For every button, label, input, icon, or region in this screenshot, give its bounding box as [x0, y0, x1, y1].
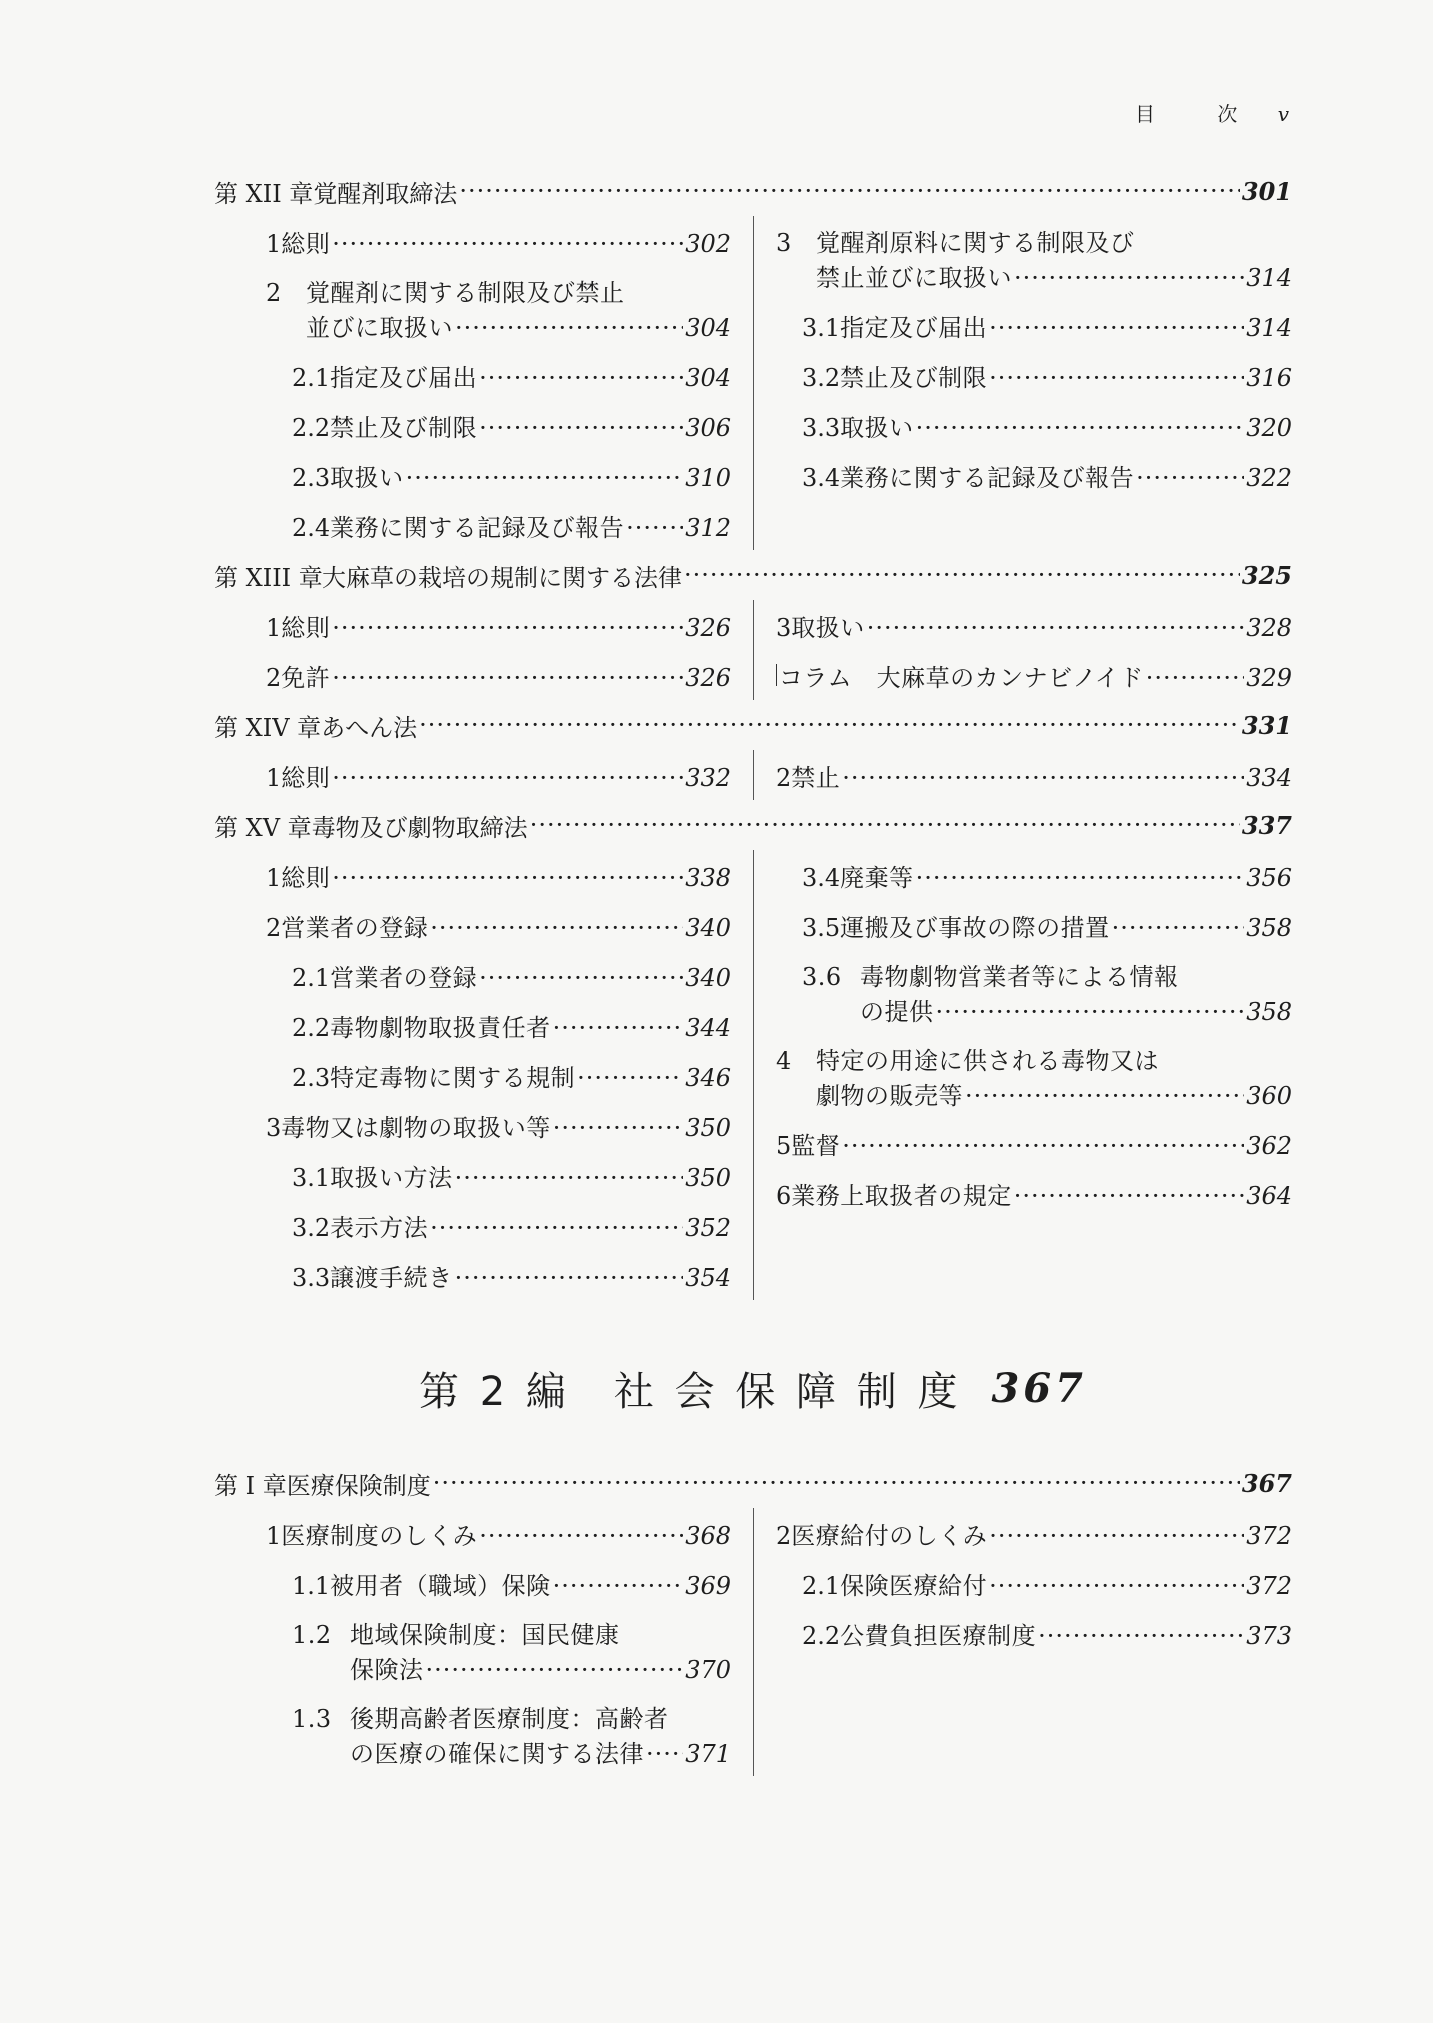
running-head	[1135, 98, 1291, 127]
toc-entry[interactable]	[266, 850, 731, 900]
entry-line	[802, 308, 1292, 343]
chapter-number: 第 XII 章	[214, 179, 314, 208]
entry-title-line-2: 並びに取扱い	[306, 314, 453, 342]
toc-entry[interactable]	[266, 1558, 731, 1608]
toc-part-2	[214, 1458, 1292, 1776]
entry-title: 被用者（職域）保険	[330, 1571, 551, 1600]
entry-title: 指定及び届出	[330, 363, 478, 392]
entry-number: 3.2	[802, 363, 841, 392]
part-title: 第 2 編 社 会 保 障 制 度	[419, 1368, 962, 1415]
entry-title: 営業者の登録	[330, 963, 478, 992]
entry-title: 取扱い	[791, 613, 865, 642]
entry-number: 1.3	[292, 1705, 332, 1733]
toc-entry[interactable]	[776, 1118, 1292, 1168]
entry-page: 304	[685, 314, 731, 342]
left-column	[214, 850, 754, 1300]
entry-page: 372	[1246, 1571, 1292, 1600]
toc-entry[interactable]	[776, 950, 1292, 1034]
entry-line	[802, 458, 1292, 493]
dot-leader	[332, 614, 683, 642]
entry-title: 業務上取扱者の規定	[791, 1181, 1012, 1210]
entry-number: 2	[266, 913, 282, 942]
entry-line-2	[776, 258, 1292, 293]
toc-entry[interactable]	[776, 400, 1292, 450]
entry-page: 369	[685, 1571, 731, 1600]
entry-page: 358	[1246, 998, 1292, 1026]
chapter-title: 覚醒剤取締法	[313, 179, 458, 208]
dot-leader	[479, 1522, 683, 1550]
entry-title-line-2: 保険法	[350, 1656, 424, 1684]
entry-line	[776, 758, 1292, 793]
entry-title: 取扱い方法	[330, 1163, 453, 1192]
entry-line	[292, 408, 731, 443]
left-column	[214, 750, 754, 800]
dot-leader	[1136, 464, 1244, 492]
entry-number: 3.1	[802, 313, 841, 342]
entry-title-line-2: 劇物の販売等	[816, 1082, 963, 1110]
dot-leader	[1014, 264, 1244, 292]
entry-title: 公費負担医療制度	[840, 1621, 1037, 1650]
entry-number: 2.1	[802, 1571, 841, 1600]
dot-leader	[965, 1082, 1244, 1110]
entry-page: 304	[685, 363, 731, 392]
dot-leader	[1112, 914, 1245, 942]
entry-page: 338	[685, 863, 731, 892]
entry-number: 3	[776, 613, 792, 642]
entry-number: 2	[776, 763, 792, 792]
toc-entry[interactable]	[776, 850, 1292, 900]
entry-title-line-1: 後期高齢者医療制度：高齢者	[350, 1705, 669, 1733]
entry-title: 取扱い	[840, 413, 914, 442]
entry-number: 2	[266, 663, 282, 692]
entry-title: 総則	[281, 763, 331, 792]
right-column	[754, 850, 1292, 1300]
chapter-sections	[214, 850, 1292, 1300]
dot-leader	[530, 811, 1240, 839]
chapter-number: 第 XIV 章	[214, 713, 322, 742]
entry-number: 2	[266, 279, 282, 307]
dot-leader	[479, 414, 683, 442]
dot-leader	[842, 764, 1244, 792]
dot-leader	[916, 864, 1245, 892]
right-column	[754, 216, 1292, 550]
toc-content	[214, 166, 1292, 1776]
dot-leader	[1038, 1622, 1244, 1650]
toc-entry[interactable]	[776, 300, 1292, 350]
chapter-page: 367	[1241, 1468, 1292, 1498]
dot-leader	[1146, 664, 1244, 692]
entry-line	[266, 858, 731, 893]
chapter-sections	[214, 600, 1292, 700]
entry-number: 4	[776, 1047, 792, 1075]
chapter-title: あへん法	[321, 713, 418, 742]
entry-line	[266, 608, 731, 643]
entry-line	[292, 1008, 731, 1043]
left-column	[214, 600, 754, 700]
entry-number: 1	[266, 229, 282, 258]
toc-entry[interactable]	[776, 216, 1292, 300]
entry-line	[292, 1566, 731, 1601]
toc-entry[interactable]	[776, 1168, 1292, 1218]
entry-line-2	[292, 1734, 731, 1769]
entry-number: 5	[776, 1131, 792, 1160]
chapter-sections	[214, 1508, 1292, 1776]
entry-title: 総則	[281, 229, 331, 258]
dot-leader	[430, 1214, 683, 1242]
toc-entry[interactable]	[266, 900, 731, 950]
toc-entry[interactable]	[266, 1608, 731, 1692]
dot-leader	[430, 914, 683, 942]
dot-leader	[332, 864, 683, 892]
entry-number: 3.4	[802, 863, 841, 892]
entry-line	[776, 1126, 1292, 1161]
chapter-title: 医療保険制度	[286, 1471, 431, 1500]
dot-leader	[479, 964, 683, 992]
entry-page: 340	[685, 913, 731, 942]
toc-entry[interactable]	[776, 1508, 1292, 1558]
chapter-page: 337	[1241, 810, 1292, 840]
chapter-number: 第 XIII 章	[214, 563, 323, 592]
entry-title: 運搬及び事故の際の措置	[840, 913, 1110, 942]
toc-entry[interactable]	[266, 1508, 731, 1558]
entry-title-line-2: の医療の確保に関する法律	[350, 1740, 644, 1768]
black-square-icon	[776, 664, 777, 686]
entry-line-1	[776, 1041, 1292, 1076]
entry-number: 2.2	[292, 1013, 331, 1042]
entry-line	[802, 358, 1292, 393]
dot-leader	[433, 1469, 1240, 1497]
entry-line	[802, 408, 1292, 443]
toc-entry[interactable]	[776, 750, 1292, 800]
entry-title: 毒物劇物取扱責任者	[330, 1013, 551, 1042]
entry-page: 314	[1246, 264, 1292, 292]
dot-leader	[455, 1264, 684, 1292]
toc-entry[interactable]	[776, 1034, 1292, 1118]
toc-entry[interactable]	[776, 900, 1292, 950]
entry-title: 表示方法	[330, 1213, 429, 1242]
entry-page: 368	[685, 1521, 731, 1550]
entry-line-1	[802, 957, 1292, 992]
entry-page: 352	[685, 1213, 731, 1242]
entry-page: 360	[1246, 1082, 1292, 1110]
entry-number: 3.6	[802, 963, 842, 991]
entry-line	[292, 1158, 731, 1193]
toc-entry[interactable]	[266, 400, 731, 450]
entry-number: 2.2	[802, 1621, 841, 1650]
entry-page: 328	[1246, 613, 1292, 642]
entry-line	[266, 658, 731, 693]
entry-title: 医療制度のしくみ	[281, 1521, 478, 1550]
toc-entry[interactable]	[776, 450, 1292, 500]
entry-page: 320	[1246, 413, 1292, 442]
entry-page: 334	[1246, 763, 1292, 792]
entry-page: 362	[1246, 1131, 1292, 1160]
entry-title: 医療給付のしくみ	[791, 1521, 988, 1550]
entry-number: 2	[776, 1521, 792, 1550]
entry-line	[292, 358, 731, 393]
entry-title: 譲渡手続き	[330, 1263, 453, 1292]
toc-entry[interactable]	[266, 1250, 731, 1300]
toc-entry[interactable]	[266, 1150, 731, 1200]
entry-title: 禁止	[791, 763, 841, 792]
entry-line-1	[292, 1699, 731, 1734]
entry-line	[266, 908, 731, 943]
entry-line	[266, 758, 731, 793]
dot-leader	[916, 414, 1245, 442]
chapter-sections	[214, 750, 1292, 800]
chapter-page: 301	[1241, 176, 1292, 206]
entry-line	[292, 958, 731, 993]
entry-number: 3.3	[292, 1263, 331, 1292]
dot-leader	[455, 1164, 684, 1192]
dot-leader	[989, 1522, 1244, 1550]
toc-entry[interactable]	[776, 650, 1292, 700]
entry-number: 2.2	[292, 413, 331, 442]
toc-entry[interactable]	[266, 350, 731, 400]
entry-title: 毒物又は劇物の取扱い等	[281, 1113, 551, 1142]
dot-leader	[842, 1132, 1244, 1160]
entry-page: 346	[685, 1063, 731, 1092]
toc-entry[interactable]	[776, 600, 1292, 650]
entry-line-1	[292, 1615, 731, 1650]
chapter-title: 大麻草の栽培の規制に関する法律	[322, 563, 682, 592]
entry-title: 廃棄等	[840, 863, 914, 892]
entry-page: 312	[685, 513, 731, 542]
entry-number: 2.3	[292, 1063, 331, 1092]
chapter-heading[interactable]	[214, 700, 1292, 750]
chapter-heading[interactable]	[214, 166, 1292, 216]
entry-title: 禁止及び制限	[330, 413, 478, 442]
page-folio: v	[1277, 102, 1291, 126]
entry-page: 302	[685, 229, 731, 258]
entry-line	[802, 908, 1292, 943]
chapter-heading[interactable]	[214, 550, 1292, 600]
entry-title: 指定及び届出	[840, 313, 988, 342]
toc-entry[interactable]	[266, 450, 731, 500]
entry-page: 340	[685, 963, 731, 992]
entry-page: 322	[1246, 463, 1292, 492]
toc-entry[interactable]	[266, 500, 731, 550]
entry-title-line-2: 禁止並びに取扱い	[816, 264, 1012, 292]
left-column	[214, 1508, 754, 1776]
dot-leader	[553, 1014, 684, 1042]
dot-leader	[459, 177, 1240, 205]
right-column	[754, 600, 1292, 700]
entry-page: 329	[1246, 663, 1292, 692]
entry-title-line-1: 地域保険制度：国民健康	[350, 1621, 620, 1649]
part-heading	[214, 1318, 1292, 1458]
dot-leader	[419, 711, 1240, 739]
entry-line	[266, 1108, 731, 1143]
dot-leader	[426, 1656, 684, 1684]
entry-title-line-1: 覚醒剤原料に関する制限及び	[816, 229, 1135, 257]
entry-page: 358	[1246, 913, 1292, 942]
entry-title: 業務に関する記録及び報告	[330, 513, 625, 542]
entry-page: 326	[685, 613, 731, 642]
entry-number: 3	[266, 1113, 282, 1142]
chapter-number: 第 XV 章	[214, 813, 312, 842]
chapter-number: 第 I 章	[214, 1471, 287, 1500]
toc-part-1	[214, 166, 1292, 1300]
left-column	[214, 216, 754, 550]
entry-number: 3.5	[802, 913, 841, 942]
entry-title: 取扱い	[330, 463, 404, 492]
entry-line-2	[292, 1650, 731, 1685]
toc-entry[interactable]	[266, 1000, 731, 1050]
dot-leader	[989, 364, 1244, 392]
entry-page: 354	[685, 1263, 731, 1292]
right-column	[754, 1508, 1292, 1776]
toc-entry[interactable]	[266, 1100, 731, 1150]
dot-leader	[684, 561, 1240, 589]
toc-entry[interactable]	[266, 950, 731, 1000]
toc-entry[interactable]	[266, 1200, 731, 1250]
entry-number: 1	[266, 763, 282, 792]
entry-page: 370	[685, 1656, 731, 1684]
entry-page: 373	[1246, 1621, 1292, 1650]
entry-title-line-1: 毒物劇物営業者等による情報	[860, 963, 1179, 991]
entry-page: 310	[685, 463, 731, 492]
entry-page: 314	[1246, 313, 1292, 342]
dot-leader	[479, 364, 683, 392]
entry-title: 保険医療給付	[840, 1571, 988, 1600]
chapter-page: 325	[1241, 560, 1292, 590]
entry-title: 業務に関する記録及び報告	[840, 463, 1135, 492]
entry-line	[292, 1258, 731, 1293]
chapter-heading[interactable]	[214, 800, 1292, 850]
entry-number: 1.2	[292, 1621, 332, 1649]
entry-page: 316	[1246, 363, 1292, 392]
right-column	[754, 750, 1292, 800]
entry-number: 3	[776, 229, 792, 257]
toc-entry[interactable]	[266, 600, 731, 650]
entry-line-1	[776, 223, 1292, 258]
toc-entry[interactable]	[266, 750, 731, 800]
entry-line	[802, 1566, 1292, 1601]
entry-number: 2.4	[292, 513, 331, 542]
entry-page: 350	[685, 1163, 731, 1192]
entry-line	[802, 1616, 1292, 1651]
dot-leader	[989, 1572, 1244, 1600]
entry-page: 326	[685, 663, 731, 692]
dot-leader	[406, 464, 684, 492]
entry-page: 344	[685, 1013, 731, 1042]
toc-entry[interactable]	[776, 1558, 1292, 1608]
entry-line	[292, 1058, 731, 1093]
entry-title: 禁止及び制限	[840, 363, 988, 392]
entry-number: 2.1	[292, 363, 331, 392]
entry-line-2	[266, 308, 731, 343]
entry-page: 350	[685, 1113, 731, 1142]
dot-leader	[455, 314, 683, 342]
entry-title: 免許	[281, 663, 331, 692]
entry-line-2	[776, 1076, 1292, 1111]
entry-number: 3.3	[802, 413, 841, 442]
toc-entry[interactable]	[776, 350, 1292, 400]
dot-leader	[332, 664, 683, 692]
entry-line	[292, 508, 731, 543]
entry-line	[266, 1516, 731, 1551]
entry-title: 特定毒物に関する規制	[330, 1063, 576, 1092]
entry-number: 1	[266, 1521, 282, 1550]
entry-line	[776, 658, 1292, 693]
part-page: 367	[991, 1364, 1087, 1412]
entry-number: 2.3	[292, 463, 331, 492]
entry-line	[776, 1516, 1292, 1551]
dot-leader	[646, 1740, 683, 1768]
dot-leader	[553, 1572, 684, 1600]
dot-leader	[577, 1064, 683, 1092]
entry-title: コラム 大麻草のカンナビノイド	[778, 663, 1144, 692]
entry-number: 3.2	[292, 1213, 331, 1242]
entry-number: 3.1	[292, 1163, 331, 1192]
dot-leader	[332, 764, 683, 792]
entry-page: 371	[685, 1740, 731, 1768]
chapter-heading[interactable]	[214, 1458, 1292, 1508]
entry-line	[292, 458, 731, 493]
entry-line	[292, 1208, 731, 1243]
dot-leader	[332, 230, 683, 258]
entry-title: 営業者の登録	[281, 913, 429, 942]
toc-entry[interactable]	[266, 216, 731, 266]
entry-title-line-2: の提供	[860, 998, 934, 1026]
dot-leader	[1014, 1182, 1244, 1210]
entry-page: 306	[685, 413, 731, 442]
toc-entry[interactable]	[776, 1608, 1292, 1658]
dot-leader	[936, 998, 1245, 1026]
entry-page: 356	[1246, 863, 1292, 892]
toc-entry[interactable]	[266, 266, 731, 350]
entry-title: 総則	[281, 863, 331, 892]
chapter-page: 331	[1241, 710, 1292, 740]
chapter-sections	[214, 216, 1292, 550]
entry-title-line-1: 覚醒剤に関する制限及び禁止	[306, 279, 625, 307]
entry-page: 364	[1246, 1181, 1292, 1210]
entry-page: 372	[1246, 1521, 1292, 1550]
toc-entry[interactable]	[266, 650, 731, 700]
entry-number: 1	[266, 613, 282, 642]
entry-line	[776, 1176, 1292, 1211]
entry-page: 332	[685, 763, 731, 792]
dot-leader	[989, 314, 1244, 342]
entry-title-line-1: 特定の用途に供される毒物又は	[816, 1047, 1159, 1075]
entry-number: 3.4	[802, 463, 841, 492]
chapter-title: 毒物及び劇物取締法	[311, 813, 528, 842]
entry-number: 1.1	[292, 1571, 331, 1600]
entry-number: 6	[776, 1181, 792, 1210]
dot-leader	[626, 514, 683, 542]
toc-entry[interactable]	[266, 1050, 731, 1100]
entry-line	[266, 224, 731, 259]
entry-line-1	[266, 273, 731, 308]
entry-line	[776, 608, 1292, 643]
dot-leader	[867, 614, 1244, 642]
entry-number: 2.1	[292, 963, 331, 992]
running-head-label: 目 次	[1134, 102, 1266, 126]
entry-line	[802, 858, 1292, 893]
toc-entry[interactable]	[266, 1692, 731, 1776]
entry-title: 監督	[791, 1131, 841, 1160]
entry-line-2	[802, 992, 1292, 1027]
entry-number: 1	[266, 863, 282, 892]
entry-title: 総則	[281, 613, 331, 642]
dot-leader	[553, 1114, 683, 1142]
